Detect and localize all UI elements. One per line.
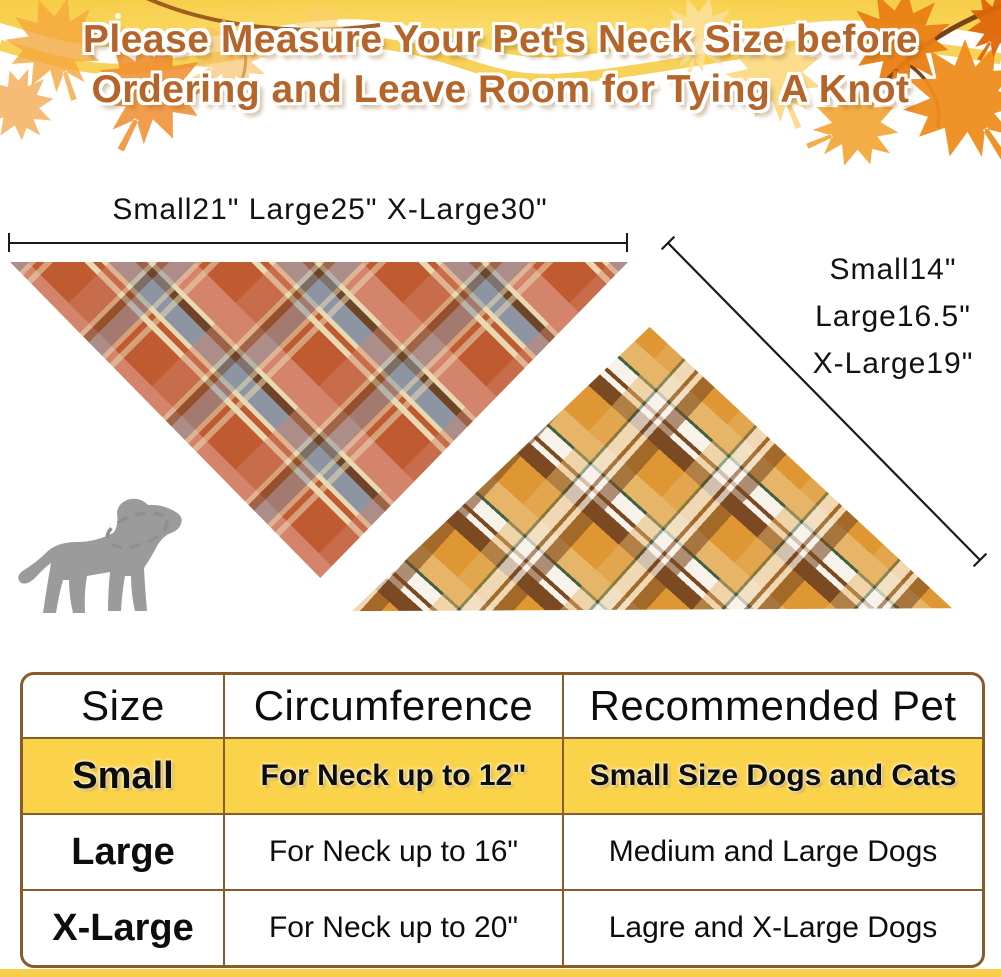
cell-xlarge-circumference: For Neck up to 20" — [223, 889, 562, 965]
cell-small-circumference: For Neck up to 12" — [223, 737, 562, 813]
cell-small-size: Small — [23, 737, 223, 813]
cell-xlarge-size: X-Large — [23, 889, 223, 965]
cell-large-circumference: For Neck up to 16" — [223, 813, 562, 889]
cell-xlarge-pet: Lagre and X-Large Dogs — [562, 889, 982, 965]
measure-line-horizontal — [8, 242, 628, 244]
header-title-line2: Ordering and Leave Room for Tying A Knot — [91, 68, 910, 111]
table-header-pet: Recommended Pet — [562, 675, 982, 737]
cell-large-size: Large — [23, 813, 223, 889]
top-width-label: Small21" Large25" X-Large30" — [112, 193, 548, 226]
header-title — [0, 15, 1001, 115]
dog-silhouette-icon — [16, 492, 192, 628]
cell-small-pet: Small Size Dogs and Cats — [562, 737, 982, 813]
bottom-yellow-strip — [0, 969, 1001, 977]
size-table — [20, 672, 985, 968]
side-length-labels — [793, 246, 993, 387]
side-label-large: Large16.5" — [815, 300, 971, 333]
measure-tick-right — [626, 233, 628, 252]
side-label-small: Small14" — [829, 253, 957, 286]
header-title-line1: Please Measure Your Pet's Neck Size before — [82, 18, 919, 61]
cell-large-pet: Medium and Large Dogs — [562, 813, 982, 889]
side-label-xlarge: X-Large19" — [812, 347, 974, 380]
table-header-size: Size — [81, 682, 165, 729]
measure-tick-left — [8, 233, 10, 252]
table-header-circumference: Circumference — [223, 675, 562, 737]
